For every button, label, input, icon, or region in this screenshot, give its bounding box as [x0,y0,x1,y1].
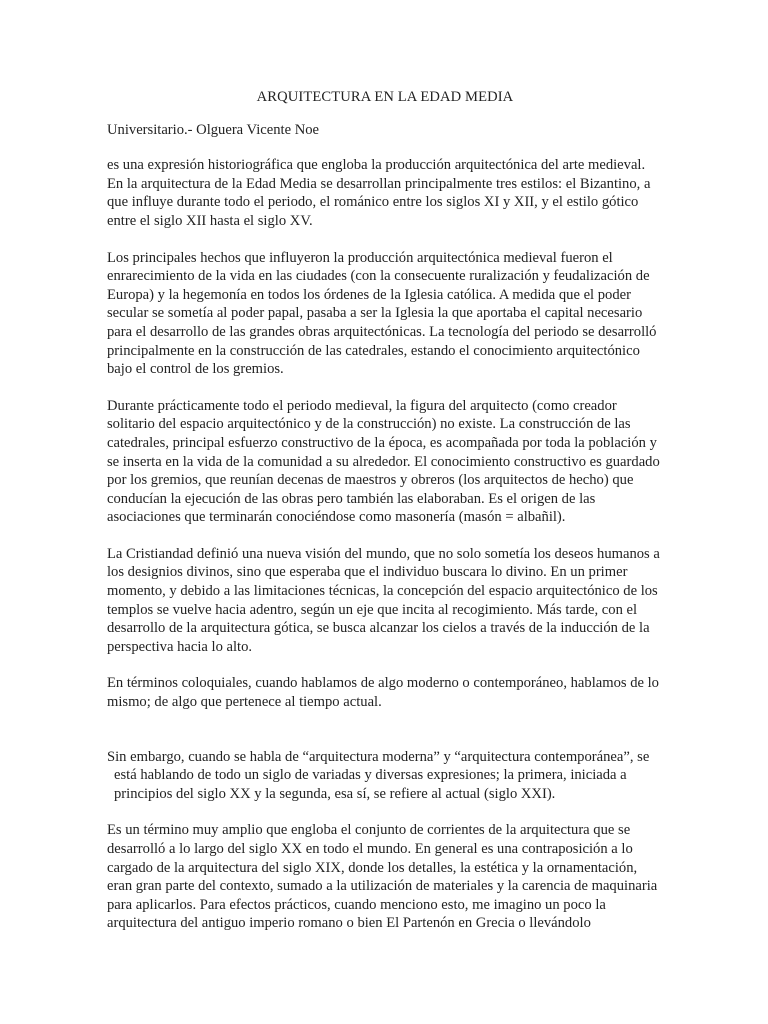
paragraph-christianity: La Cristiandad definió una nueva visión del mundo, que no solo sometía los deseos humanos a los designios divinos, sino que esperaba que el individuo buscara lo divino. En un primer momento, y debido a las limitaciones técnicas, la concepción del espacio arquitectónico de los templos se vuelve hacia adentro, según un eje que incita al recogimiento. Más tarde, con el desarrollo de la arquitectura gótica, se busca alcanzar los cielos a través de la inducción de la perspectiva hacia lo alto. [107,545,660,655]
paragraph-historical-facts: Los principales hechos que influyeron la producción arquitectónica medieval fueron el enrarecimiento de la vida en las ciudades (con la consecuente ruralización y feudalización de Europa) y la hegemonía en todos los órdenes de la Iglesia católica. A medida que el poder secular se sometía al poder papal, pasaba a ser la Iglesia la que aportaba el capital necesario para el desarrollo de las grandes obras arquitectónicas. La tecnología del periodo se desarrolló principalmente en la construcción de las catedrales, estando el conocimiento arquitectónico bajo el control de los gremios. [107,249,657,378]
paragraph-colloquial-terms: En términos coloquiales, cuando hablamos de algo moderno o contemporáneo, hablamos de lo mismo; de algo que pertenece al tiempo actual. [107,675,659,711]
document-page [107,88,663,951]
paragraph-architect-figure: Durante prácticamente todo el periodo medieval, la figura del arquitecto (como creador solitario del espacio arquitectónico y de la construcción) no existe. La construcción de las catedrales, principal esfuerzo constructivo de la época, es acompañada por toda la población y se inserta en la vida de la comunidad a su alrededor. El conocimiento constructivo es guardado por los gremios, que reunían decenas de maestros y obreros (los arquitectos de hecho) que conducían la ejecución de las obras pero también las elaboraban. Es el origen de las asociaciones que terminarán conociéndose como masonería (masón = albañil). [107,397,660,526]
blank-line [107,730,663,748]
paragraph-modern-contemporary: Sin embargo, cuando se habla de “arquitectura moderna” y “arquitectura contemporánea”, se está hablando de todo un siglo de variadas y diversas expresiones; la primera, iniciada a principios del siglo XX y la segunda, esa sí, se refiere al actual (siglo XXI). [107,748,650,802]
document-author: Universitario.- Olguera Vicente Noe [107,121,320,138]
paragraph-intro: es una expresión historiográfica que engloba la producción arquitectónica del arte medieval. En la arquitectura de la Edad Media se desarrollan principalmente tres estilos: el Bizantino, a que influye durante todo el periodo, el románico entre los siglos XI y XII, y el estilo gótico entre el siglo XII hasta el siglo XV. [107,157,651,229]
document-title: ARQUITECTURA EN LA EDAD MEDIA [256,89,514,105]
paragraph-broad-term: Es un término muy amplio que engloba el conjunto de corrientes de la arquitectura que se desarrolló a lo largo del siglo XX en todo el mundo. En general es una contraposición a lo cargado de la arquitectura del siglo XIX, donde los detalles, la estética y la ornamentación, eran gran parte del contexto, sumado a la utilización de materiales y la carencia de maquinaria para aplicarlos. Para efectos prácticos, cuando menciono esto, me imagino un poco la arquitectura del antiguo imperio romano o bien El Partenón en Grecia o llevándolo [107,822,658,932]
